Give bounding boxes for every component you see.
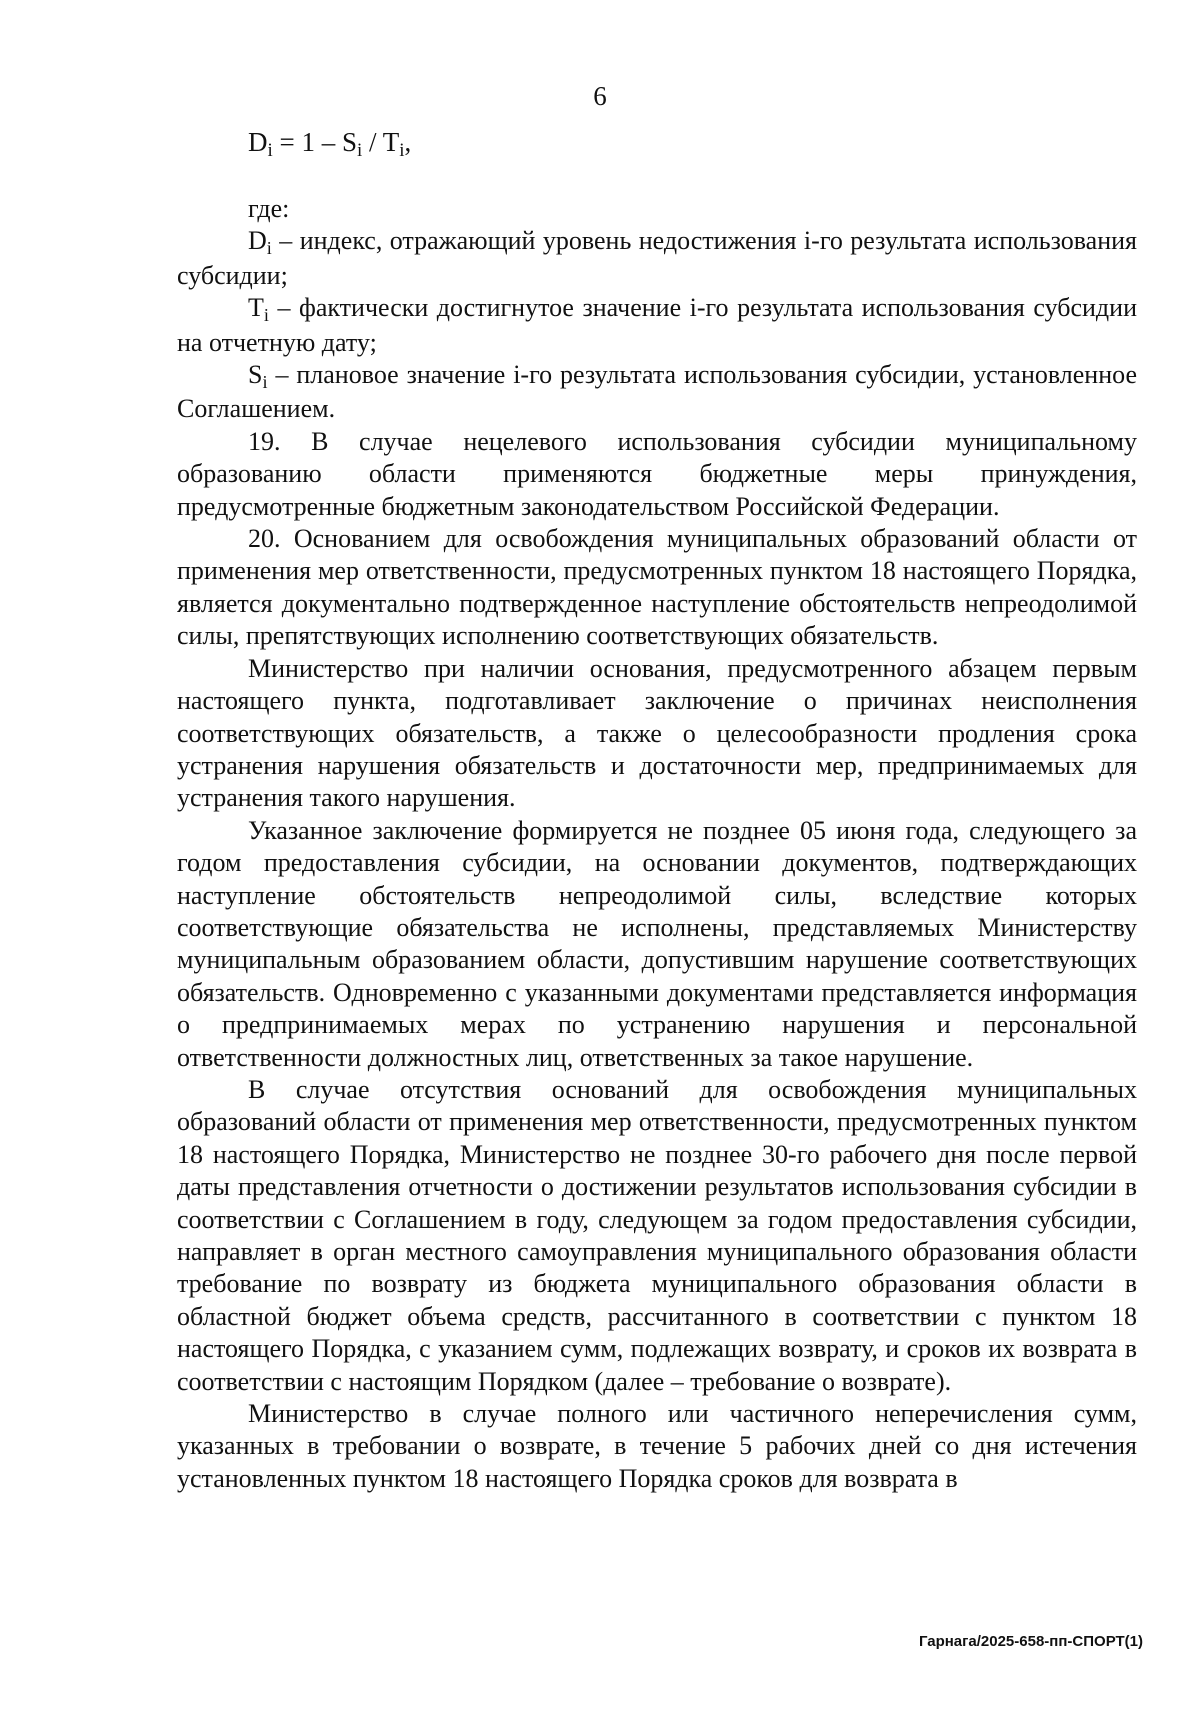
formula bbox=[248, 126, 411, 162]
definition-t bbox=[177, 292, 1137, 359]
formula-d-sub: i bbox=[267, 139, 273, 161]
paragraph-refund-requirement: В случае отсутствия оснований для освобождения муниципальных образований области от применения мер ответственности, предусмотренных пунктом 18 настоящего Порядка, Министерство не позднее 30-го рабочего дня после первой даты представления отчетности о достижении результатов использования субсидии в соответствии с Соглашением в году, следующем за годом предоставления субсидии, направляет в орган местного самоуправления муниципального образования области требование по возврату из бюджета муниципального образования области в областной бюджет объема средств, рассчитанного в соответствии с пунктом 18 настоящего Порядка, с указанием сумм, подлежащих возврату, и сроков их возврата в соответствии с настоящим Порядком (далее – требование о возврате). bbox=[177, 1074, 1137, 1396]
paragraph-non-transfer: Министерство в случае полного или частичного неперечисления сумм, указанных в требовании о возврате, в течение 5 рабочих дней со дня истечения установленных пунктом 18 настоящего Порядка сроков для возврата в bbox=[177, 1399, 1137, 1493]
formula-t-sub: i bbox=[399, 139, 405, 161]
formula-s-sub: i bbox=[357, 139, 363, 161]
formula-end: , bbox=[404, 127, 412, 157]
definition-subscript: i bbox=[263, 304, 269, 325]
paragraph-20: 20. Основанием для освобождения муниципальных образований области от применения мер ответственности, предусмотренных пунктом 18 настоящего Порядка, является документально подтвержденное наступление обстоятельств непреодолимой силы, препятствующих исполнению соответствующих обязательств. bbox=[177, 524, 1137, 651]
definition-symbol: T bbox=[248, 293, 264, 323]
definition-subscript: i bbox=[266, 237, 272, 258]
formula-eq: = 1 – S bbox=[272, 127, 357, 157]
paragraph-conclusion-deadline: Указанное заключение формируется не позднее 05 июня года, следующего за годом предоставления субсидии, на основании документов, подтверждающих наступление обстоятельств непреодолимой силы, вследствие которых соответствующие обязательства не исполнены, представляемых Министерству муниципальным образованием области, допустившим нарушение соответствующих обязательств. Одновременно с указанными документами представляется информация о предпринимаемых мерах по устранению нарушения и персональной ответственности должностных лиц, ответственных за такое нарушение. bbox=[177, 815, 1137, 1072]
definition-symbol: S bbox=[248, 360, 263, 390]
definition-text: – индекс, отражающий уровень недостижения i-го результата использования субсидии; bbox=[177, 226, 1137, 290]
definition-text: – фактически достигнутое значение i-го результата использования субсидии на отчетную дату; bbox=[177, 293, 1137, 357]
where-label: где: bbox=[248, 194, 290, 223]
page-number: 6 bbox=[593, 81, 607, 111]
definition-s bbox=[177, 359, 1137, 426]
document-footer-id: Гарнага/2025-658-пп-СПОРТ(1) bbox=[918, 1633, 1143, 1650]
document-body bbox=[177, 193, 1137, 1495]
definition-d bbox=[177, 225, 1137, 292]
definition-symbol: D bbox=[248, 226, 267, 256]
paragraph-ministry-conclusion: Министерство при наличии основания, предусмотренного абзацем первым настоящего пункта, подготавливает заключение о причинах неисполнения соответствующих обязательств, а также о целесообразности продления срока устранения нарушения обязательств и достаточности мер, предпринимаемых для устранения такого нарушения. bbox=[177, 653, 1137, 813]
formula-d: D bbox=[248, 127, 268, 157]
formula-div: / T bbox=[362, 127, 400, 157]
definition-subscript: i bbox=[262, 371, 268, 392]
definition-text: – плановое значение i-го результата использования субсидии, установленное Соглашением. bbox=[177, 360, 1137, 424]
paragraph-19: 19. В случае нецелевого использования субсидии муниципальному образованию области применяются бюджетные меры принуждения, предусмотренные бюджетным законодательством Российской Федерации. bbox=[177, 426, 1137, 521]
